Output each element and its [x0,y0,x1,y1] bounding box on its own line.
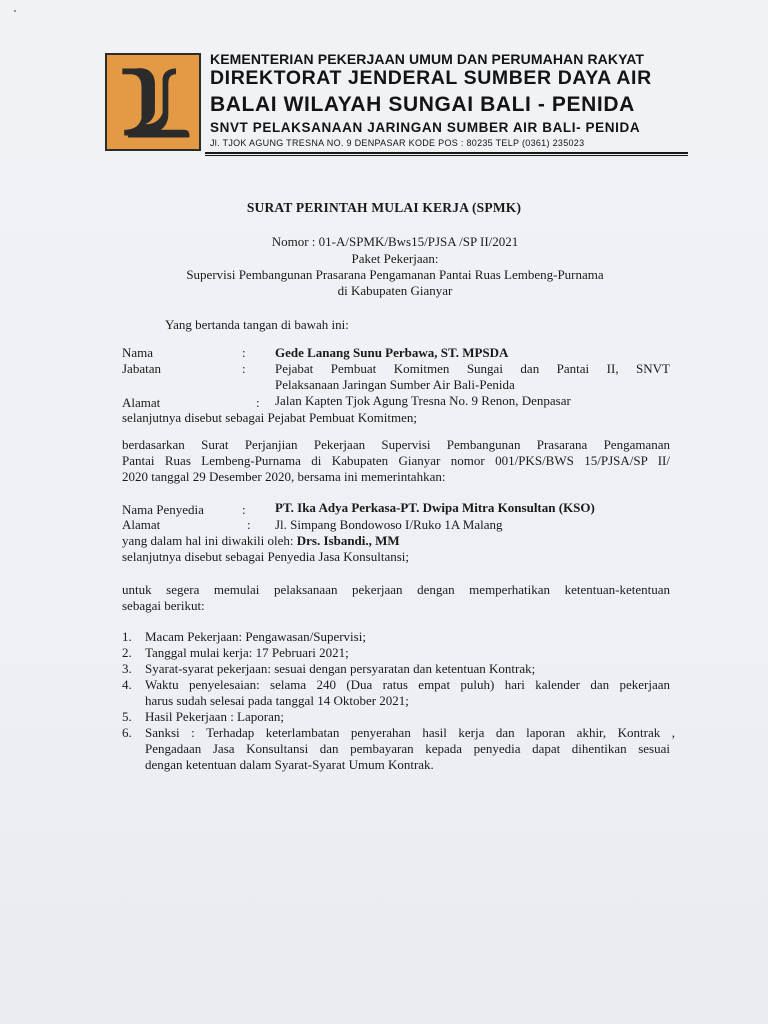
logo-emblem-icon [107,55,199,149]
provider-rep-prefix: yang dalam hal ini diwakili oleh: [122,533,294,548]
term-text: Pengadaan Jasa Konsultansi dan pembayaran kepada penyedia dapat dihentikan sesuai [145,741,670,756]
provider-name-label: Nama Penyedia [122,502,204,517]
term-number: 4. [122,677,132,692]
term-number: 6. [122,725,132,740]
term-text: Macam Pekerjaan: Pengawasan/Supervisi; [145,629,366,644]
colon: : [242,345,246,360]
package-name-line1: Supervisi Pembangunan Prasarana Pengamanan Pantai Ruas Lembeng-Purnama [186,267,604,282]
letterhead [210,50,690,148]
intro-text: Yang bertanda tangan di bawah ini: [165,317,349,332]
instruction-line1: untuk segera memulai pelaksanaan pekerjaan dengan memperhatikan ketentuan-ketentuan [122,582,670,597]
signatory-position-line1: Pejabat Pembuat Komitmen Sungai dan Pantai II, SNVT [275,361,670,376]
colon: : [242,502,246,517]
document-number: Nomor : 01-A/SPMK/Bws15/PJSA /SP II/2021 [271,234,519,249]
signatory-position-line2: Pelaksanaan Jaringan Sumber Air Bali-Penida [275,377,515,392]
letterhead-address: Jl. TJOK AGUNG TRESNA NO. 9 DENPASAR KODE POS : 80235 TELP (0361) 235023 [210,138,585,148]
term-number: 3. [122,661,132,676]
scan-speck [14,10,16,12]
basis-line1: berdasarkan Surat Perjanjian Pekerjaan Supervisi Pembangunan Prasarana Pengamanan [122,437,670,452]
term-text: Hasil Pekerjaan : Laporan; [145,709,284,724]
term-number: 1. [122,629,132,644]
signatory-name: Gede Lanang Sunu Perbawa, ST. MPSDA [275,345,509,360]
term-text: dengan ketentuan dalam Syarat-Syarat Umum Kontrak. [145,757,434,772]
letterhead-directorate: DIREKTORAT JENDERAL SUMBER DAYA AIR [210,67,652,89]
colon: : [247,517,251,532]
letterhead-unit: SNVT PELAKSANAAN JARINGAN SUMBER AIR BALI- PENIDA [210,119,641,135]
provider-name: PT. Ika Adya Perkasa-PT. Dwipa Mitra Konsultan (KSO) [275,500,595,515]
term-text: harus sudah selesai pada tanggal 14 Oktober 2021; [145,693,409,708]
basis-line3: 2020 tanggal 29 Desember 2020, bersama ini memerintahkan: [122,469,446,484]
letterhead-divider [205,152,688,154]
signatory-referred: selanjutnya disebut sebagai Pejabat Pembuat Komitmen; [122,410,417,425]
signatory-name-label: Nama [122,345,154,360]
provider-rep-name: Drs. Isbandi., MM [296,533,400,548]
colon: : [256,395,260,410]
signatory-position-label: Jabatan [122,361,161,376]
term-text: Syarat-syarat pekerjaan: sesuai dengan persyaratan dan ketentuan Kontrak; [145,661,536,676]
term-number: 2. [122,645,132,660]
term-text: Sanksi : Terhadap keterlambatan penyerahan hasil kerja dan laporan akhir, Kontrak , [145,725,675,740]
provider-representative [122,533,400,549]
basis-line2: Pantai Ruas Lembeng-Purnama di Kabupaten Gianyar nomor 001/PKS/BWS 15/PJSA/SP II/ [122,453,670,468]
provider-address: Jl. Simpang Bondowoso I/Ruko 1A Malang [275,517,503,532]
term-text: Waktu penyelesaian: selama 240 (Dua ratus empat puluh) hari kalender dan pekerjaan [145,677,670,692]
letterhead-ministry: KEMENTERIAN PEKERJAAN UMUM DAN PERUMAHAN RAKYAT [210,51,645,67]
ministry-logo [105,53,201,151]
signatory-address-label: Alamat [122,395,161,410]
term-number: 5. [122,709,132,724]
package-label: Paket Pekerjaan: [351,251,439,266]
instruction-line2: sebagai berikut: [122,598,205,613]
colon: : [242,361,246,376]
letterhead-divider-thin [205,155,688,156]
provider-address-label: Alamat [122,517,161,532]
package-name-line2: di Kabupaten Gianyar [337,283,453,298]
provider-referred: selanjutnya disebut sebagai Penyedia Jasa Konsultansi; [122,549,410,564]
letterhead-office: BALAI WILAYAH SUNGAI BALI - PENIDA [210,92,635,116]
signatory-address: Jalan Kapten Tjok Agung Tresna No. 9 Renon, Denpasar [275,393,571,408]
term-text: Tanggal mulai kerja: 17 Pebruari 2021; [145,645,349,660]
document-title: SURAT PERINTAH MULAI KERJA (SPMK) [246,200,522,215]
